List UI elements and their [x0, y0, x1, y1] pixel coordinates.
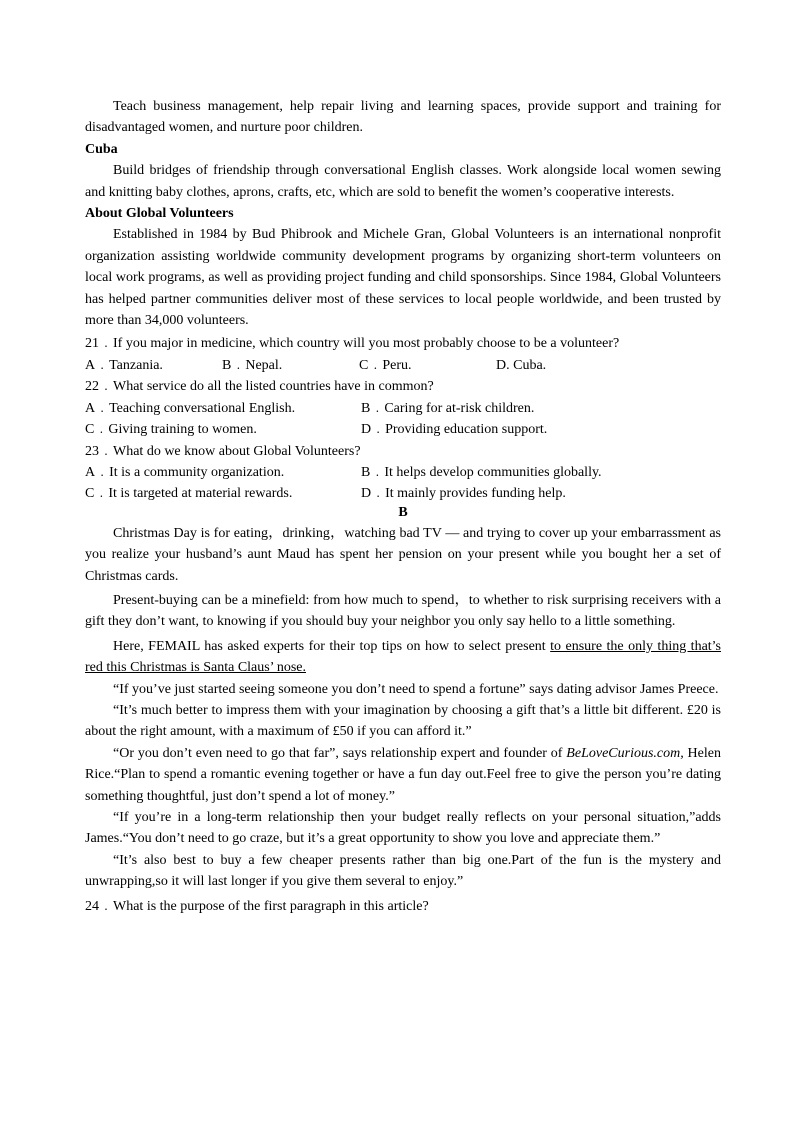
- option-c: C﹒Giving training to women.: [85, 422, 257, 438]
- question-options: [85, 355, 721, 376]
- question-21: [85, 333, 721, 376]
- question-23: [85, 441, 721, 505]
- website-name: BeLoveCurious.com,: [566, 745, 684, 761]
- question-stem: 21﹒If you major in medicine, which country will you most probably choose to be a volunteer?: [85, 336, 620, 352]
- cuba-heading: Cuba: [85, 141, 118, 157]
- b-paragraph-1: Christmas Day is for eating，drinking，watching bad TV — and trying to cover up your embarrassment as you realize your husband’s aunt Maud has spent her pension on your present while you bought her a set of Christmas cards.: [85, 525, 721, 584]
- section-b-label: B: [398, 504, 408, 520]
- b-paragraph-7: “If you’re in a long-term relationship then your budget really reflects on your personal situation,”adds James.“You don’t need to go craze, but it’s a great opportunity to show you love and appreciate them.”: [85, 810, 721, 847]
- exam-page: [85, 96, 721, 917]
- option-b: B﹒Caring for at-risk children.: [361, 400, 535, 416]
- question-options-row-2: [85, 419, 721, 440]
- b-paragraph-6: [85, 743, 721, 807]
- intro-paragraph: Teach business management, help repair living and learning spaces, provide support and training for disadvantaged women, and nurture poor children.: [85, 99, 721, 136]
- b-paragraph-4: “If you’ve just started seeing someone you don’t need to spend a fortune” says dating advisor James Preece.: [113, 681, 719, 697]
- b-paragraph-3: [85, 636, 721, 679]
- b-paragraph-5: “It’s much better to impress them with your imagination by choosing a gift that’s a little bit different. £20 is about the right amount, with a maximum of £50 if you can afford it.”: [85, 702, 721, 740]
- question-stem: 23﹒What do we know about Global Volunteers?: [85, 443, 361, 459]
- b-paragraph-3-text: Here, FEMAIL has asked experts for their top tips on how to select present: [113, 638, 551, 654]
- cuba-paragraph: Build bridges of friendship through conversational English classes. Work alongside local women sewing and knitting baby clothes, aprons, crafts, etc, which are sold to benefit the women’s cooperative interests.: [85, 163, 721, 200]
- b-paragraph-2: Present-buying can be a minefield: from how much to spend，to whether to risk surprising receivers with a gift they don’t want, to knowing if you should buy your neighbor you only say hello to a little something.: [85, 592, 721, 630]
- b-paragraph-6-rest: Helen Rice.“Plan to spend a romantic evening together or have a fun day out.Feel free to give the person you’re dating something thoughtful, just don’t spend a lot of money.”: [85, 745, 721, 804]
- question-24: 24﹒What is the purpose of the first paragraph in this article?: [85, 898, 429, 914]
- underlined-phrase: to ensure the only thing that’s red this Christmas is Santa Claus’ nose.: [85, 638, 722, 676]
- option-d: D﹒Providing education support.: [361, 422, 548, 438]
- option-a: A﹒Teaching conversational English.: [85, 400, 296, 416]
- question-options-row-1: [85, 462, 721, 483]
- question-22: [85, 376, 721, 440]
- option-d: D. Cuba.: [496, 357, 547, 373]
- b-paragraph-6-lead: “Or you don’t even need to go that far”, says relationship expert and founder of: [113, 745, 567, 761]
- option-a: A﹒It is a community organization.: [85, 464, 285, 480]
- option-b: B﹒Nepal.: [222, 357, 283, 373]
- about-paragraph: Established in 1984 by Bud Phibrook and Michele Gran, Global Volunteers is an international nonprofit organization assisting worldwide community development programs by organizing short-term volunteers on local work programs, as well as providing project funding and child sponsorships. Since 1984, Global Volunteers has helped partner communities deliver most of these services to local people worldwide, and been trusted by more than 34,000 volunteers.: [85, 227, 721, 329]
- question-options-row-1: [85, 398, 721, 419]
- option-b: B﹒It helps develop communities globally.: [361, 464, 602, 480]
- b-paragraph-8: “It’s also best to buy a few cheaper presents rather than big one.Part of the fun is the mystery and unwrapping,so it will last longer if you give them several to enjoy.”: [85, 852, 721, 890]
- option-c: C﹒It is targeted at material rewards.: [85, 486, 293, 502]
- question-stem: 22﹒What service do all the listed countries have in common?: [85, 379, 434, 395]
- option-a: A﹒Tanzania.: [85, 357, 163, 373]
- option-c: C﹒Peru.: [359, 357, 412, 373]
- about-heading: About Global Volunteers: [85, 206, 234, 222]
- question-options-row-2: [85, 483, 721, 504]
- option-d: D﹒It mainly provides funding help.: [361, 486, 566, 502]
